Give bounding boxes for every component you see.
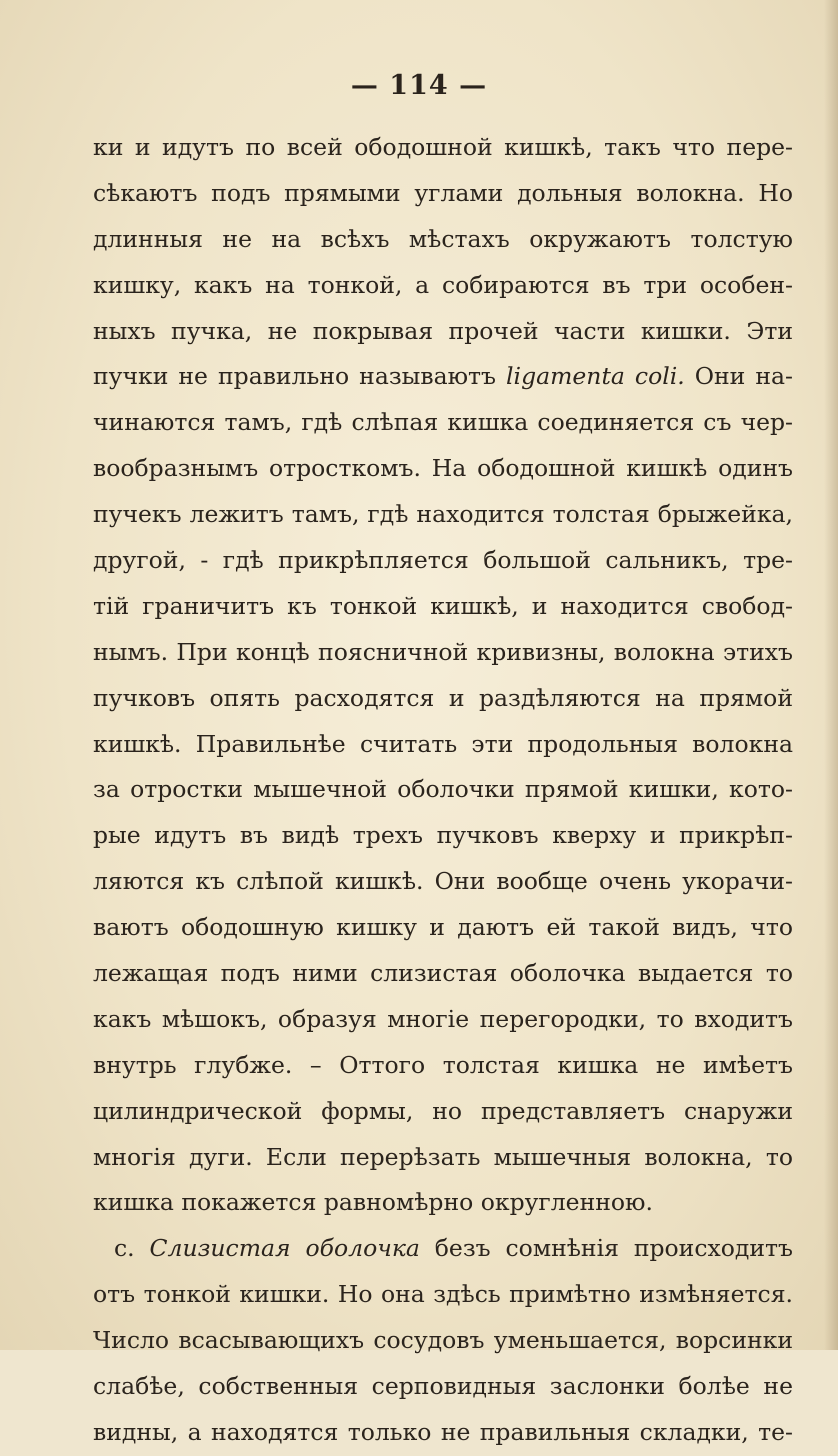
paragraph-end-line: кишка покажется равномѣрно округленною.: [93, 1188, 653, 1217]
text-line: ваютъ ободошную кишку и даютъ ей такой видъ, что: [93, 913, 793, 942]
text-line: внутрь глубже. – Оттого толстая кишка не имѣетъ: [93, 1050, 793, 1079]
text-line: за отростки мышечной оболочки прямой кишки, кото-: [93, 775, 793, 804]
section-title: Слизистая оболочка: [149, 1234, 420, 1263]
text-line: слабѣе, собственныя серповидныя заслонки болѣе не: [93, 1372, 793, 1401]
text-line: рые идутъ въ видѣ трехъ пучковъ кверху и прикрѣп-: [93, 821, 793, 850]
text-line: [93, 354, 793, 400]
text-line: кишкѣ. Правильнѣе считать эти продольныя волокна: [93, 729, 793, 758]
section-letter: с.: [114, 1234, 150, 1263]
text-line: видны, а находятся только не правильныя складки, те-: [93, 1417, 793, 1446]
page-spine-shadow: [824, 0, 838, 1350]
text-line: цилиндрической формы, но представляетъ снаружи: [93, 1096, 793, 1125]
page-number: — 114 —: [350, 70, 488, 101]
latin-term: ligamenta coli.: [506, 362, 685, 391]
text-line: ныхъ пучка, не покрывая прочей части кишки. Эти: [93, 316, 793, 345]
text-segment: пучки не правильно называютъ: [93, 362, 507, 391]
text-line: многія дуги. Если перерѣзать мышечныя волокна, то: [93, 1142, 793, 1171]
text-line: длинныя не на всѣхъ мѣстахъ окружаютъ толстую: [93, 224, 793, 253]
text-line: Число всасывающихъ сосудовъ уменьшается, ворсинки: [93, 1326, 793, 1355]
text-line: какъ мѣшокъ, образуя многіе перегородки, то входитъ: [93, 1004, 793, 1033]
section-heading-line: [93, 1226, 793, 1272]
text-line: ляются къ слѣпой кишкѣ. Они вообще очень укорачи-: [93, 867, 793, 896]
text-line: кишку, какъ на тонкой, а собираются въ три особен-: [93, 270, 793, 299]
text-line: чинаются тамъ, гдѣ слѣпая кишка соединяется съ чер-: [93, 408, 793, 437]
text-line: тій граничитъ къ тонкой кишкѣ, и находится свобод-: [93, 591, 793, 620]
text-line: нымъ. При концѣ поясничной кривизны, волокна этихъ: [93, 637, 793, 666]
text-line: ки и идутъ по всей ободошной кишкѣ, такъ что пере-: [93, 133, 793, 161]
text-line: вообразнымъ отросткомъ. На ободошной кишкѣ одинъ: [93, 454, 793, 483]
text-segment: Они на-: [684, 362, 793, 391]
text-line: другой, - гдѣ прикрѣпляется большой сальникъ, тре-: [93, 546, 793, 575]
text-line: пучекъ лежитъ тамъ, гдѣ находится толстая брыжейка,: [93, 500, 793, 529]
text-line: лежащая подъ ними слизистая оболочка выдается то: [93, 959, 793, 988]
text-segment: безъ сомнѣнія происходитъ: [419, 1234, 793, 1263]
text-line: сѣкаютъ подъ прямыми углами дольныя волокна. Но: [93, 178, 793, 207]
body-text: [93, 125, 793, 1456]
text-line: отъ тонкой кишки. Но она здѣсь примѣтно измѣняется.: [93, 1280, 793, 1309]
text-line: пучковъ опять расходятся и раздѣляются на прямой: [93, 683, 793, 712]
